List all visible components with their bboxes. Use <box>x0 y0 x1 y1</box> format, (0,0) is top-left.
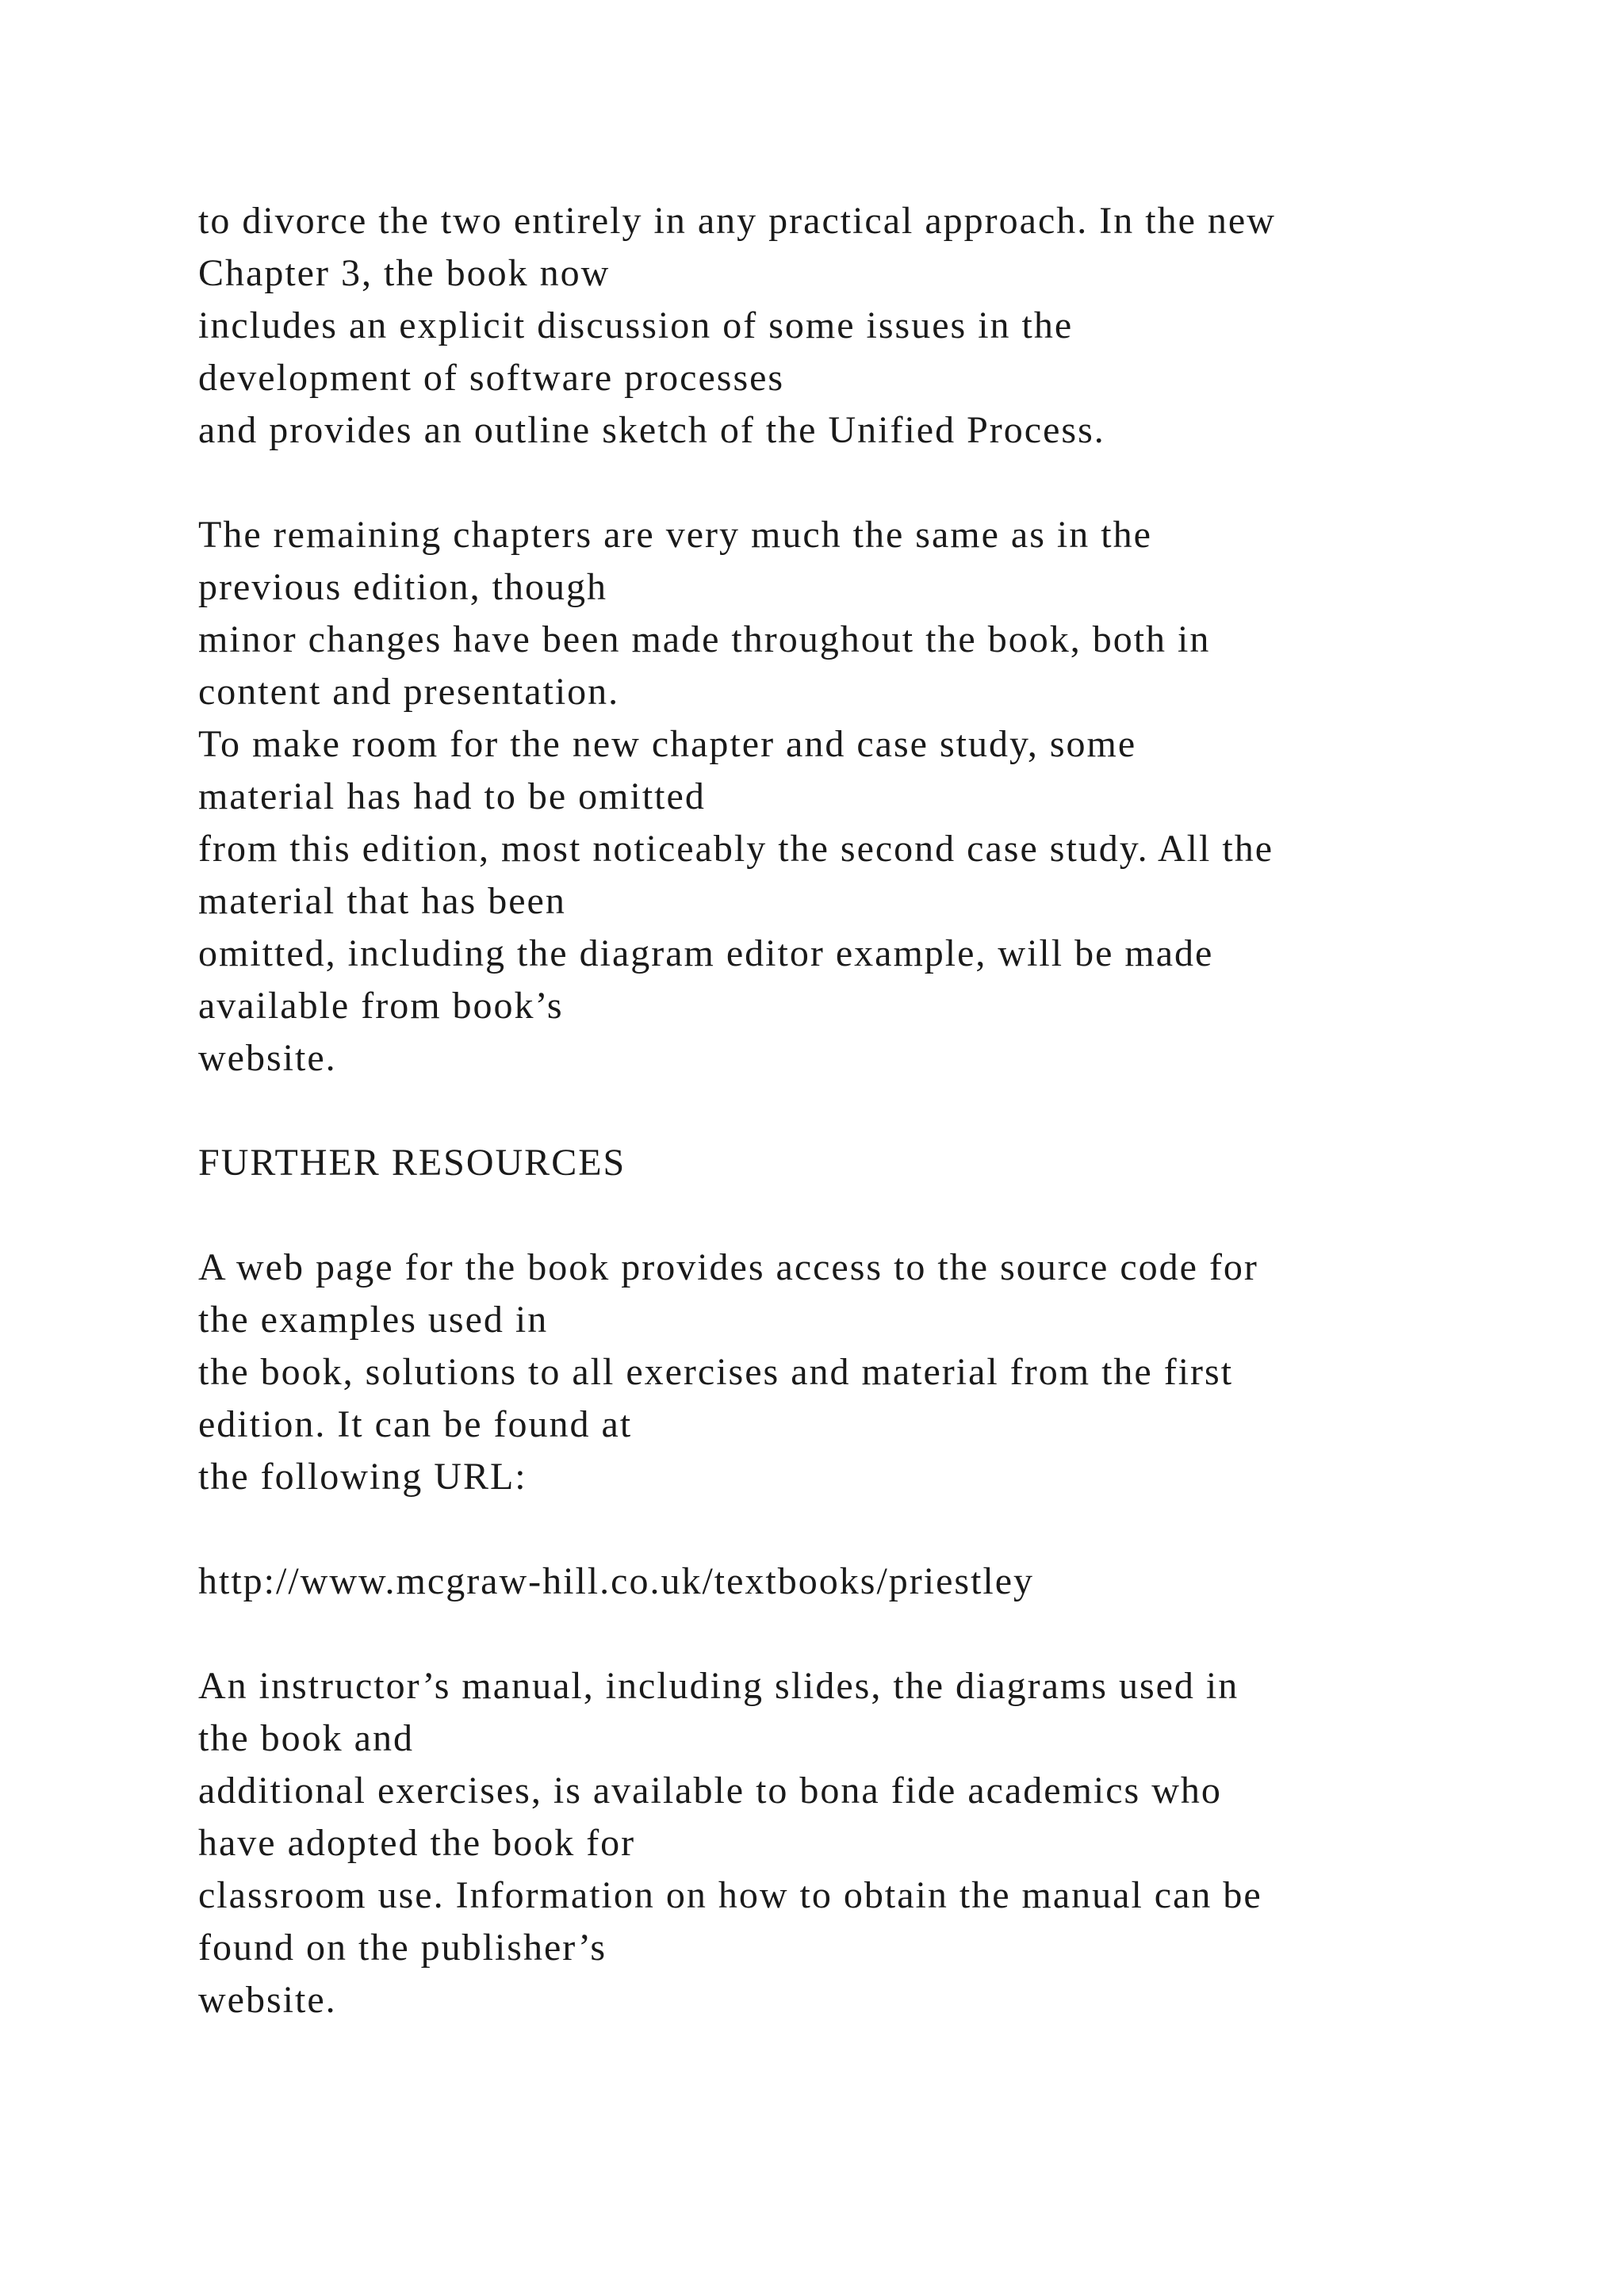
text-line: the following URL: <box>198 1456 527 1498</box>
text-line: have adopted the book for <box>198 1822 636 1864</box>
text-line: website. <box>198 1979 337 2021</box>
text-line: classroom use. Information on how to obtain the manual can be <box>198 1874 1262 1916</box>
document-body <box>198 195 1546 2026</box>
text-line: material that has been <box>198 880 566 922</box>
text-line: website. <box>198 1037 337 1079</box>
text-line: available from book’s <box>198 985 564 1027</box>
paragraph-gap <box>198 1503 1546 1556</box>
text-line: previous edition, though <box>198 566 607 608</box>
text-line: An instructor’s manual, including slides, the diagrams used in <box>198 1665 1239 1707</box>
section-heading: FURTHER RESOURCES <box>198 1142 626 1184</box>
text-line: development of software processes <box>198 357 785 399</box>
text-line: the examples used in <box>198 1299 549 1341</box>
text-line: includes an explicit discussion of some issues in the <box>198 304 1074 346</box>
text-line: material has had to be omitted <box>198 775 706 817</box>
text-line: found on the publisher’s <box>198 1927 607 1969</box>
text-line: the book and <box>198 1717 414 1759</box>
text-line: edition. It can be found at <box>198 1403 633 1445</box>
text-line: the book, solutions to all exercises and material from the first <box>198 1351 1234 1393</box>
paragraph-4 <box>198 1660 1546 2026</box>
paragraph-1 <box>198 195 1546 457</box>
text-line: The remaining chapters are very much the same as in the <box>198 514 1152 556</box>
text-line: To make room for the new chapter and case study, some <box>198 723 1137 765</box>
paragraph-gap <box>198 1085 1546 1137</box>
text-line: minor changes have been made throughout the book, both in <box>198 618 1211 660</box>
paragraph-3 <box>198 1242 1546 1503</box>
text-line: to divorce the two entirely in any practical approach. In the new <box>198 200 1276 242</box>
book-url: http://www.mcgraw-hill.co.uk/textbooks/priestley <box>198 1560 1035 1602</box>
paragraph-gap <box>198 1608 1546 1660</box>
paragraph-gap <box>198 1189 1546 1242</box>
text-line: omitted, including the diagram editor example, will be made <box>198 932 1214 974</box>
paragraph-2 <box>198 509 1546 1085</box>
text-line: additional exercises, is available to bona fide academics who <box>198 1770 1222 1812</box>
text-line: Chapter 3, the book now <box>198 252 611 294</box>
text-line: from this edition, most noticeably the second case study. All the <box>198 828 1274 870</box>
paragraph-gap <box>198 457 1546 509</box>
text-line: A web page for the book provides access to the source code for <box>198 1246 1258 1288</box>
text-line: content and presentation. <box>198 671 620 713</box>
text-line: and provides an outline sketch of the Unified Process. <box>198 409 1105 451</box>
